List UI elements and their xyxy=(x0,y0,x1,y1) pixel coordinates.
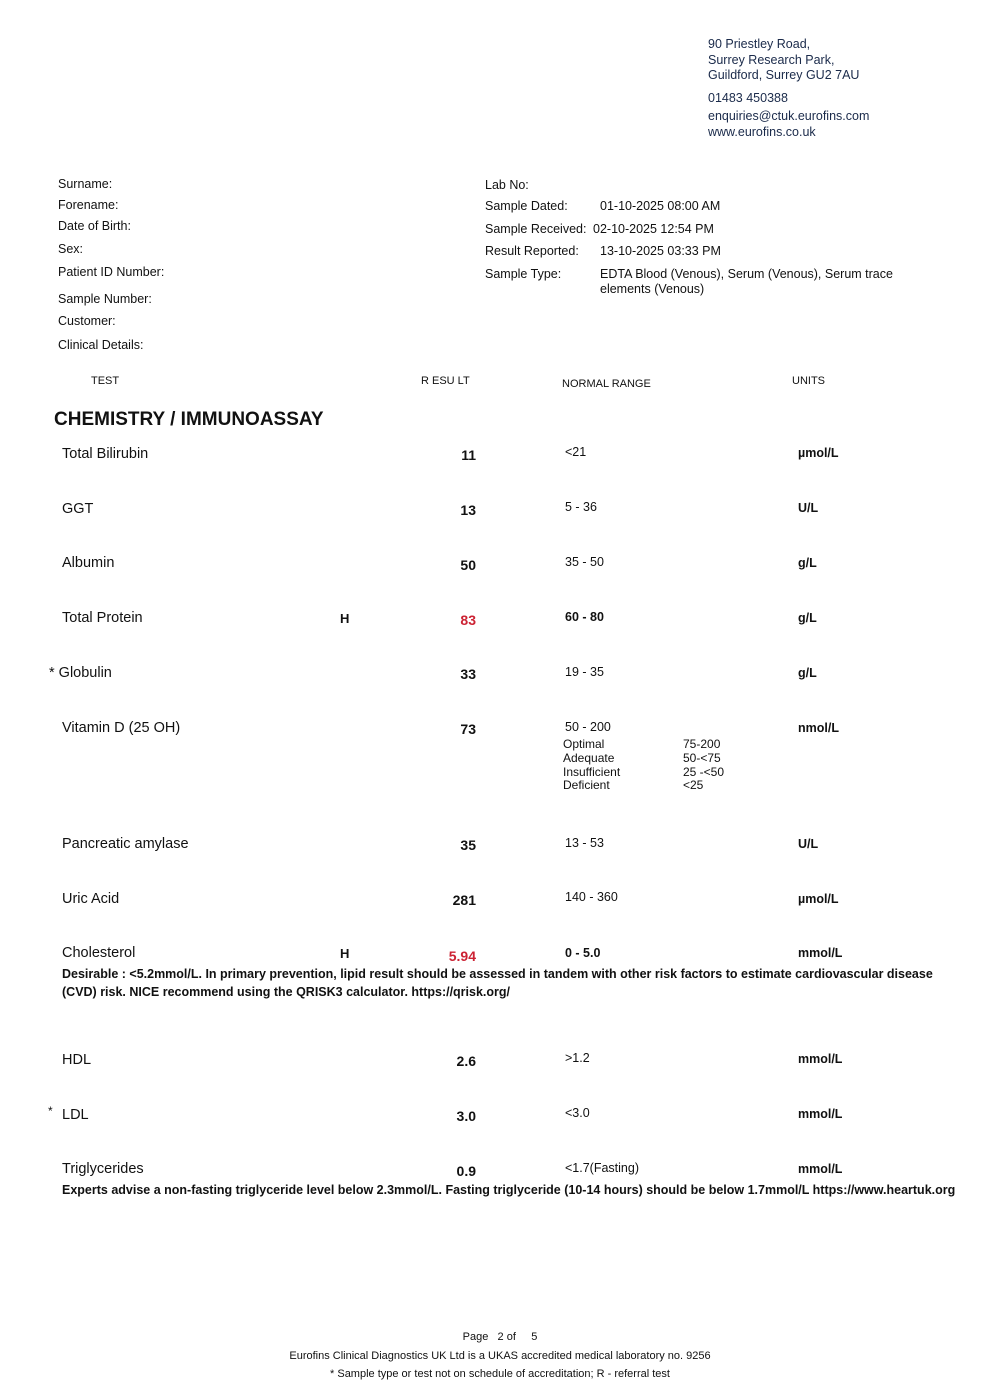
test-name: GGT xyxy=(62,501,94,517)
surname-label: Surname: xyxy=(58,177,113,191)
vitd-range-row xyxy=(563,766,724,780)
test-result: 5.94 xyxy=(448,948,476,964)
customer-label: Customer: xyxy=(58,314,116,328)
test-name: Albumin xyxy=(62,555,115,571)
vitd-range-label: Adequate xyxy=(563,750,615,765)
test-unit: U/L xyxy=(798,837,819,851)
test-name: Uric Acid xyxy=(62,891,120,907)
page-label: Page xyxy=(462,1331,489,1343)
test-result: 33 xyxy=(460,666,476,682)
test-name: HDL xyxy=(62,1052,92,1068)
sex-label: Sex: xyxy=(58,242,84,256)
col-header-units: UNITS xyxy=(792,375,825,387)
vitd-range-label: Deficient xyxy=(563,778,610,793)
test-result: 83 xyxy=(460,612,476,628)
test-range: 13 - 53 xyxy=(565,836,604,850)
sample-received-label: Sample Received: xyxy=(485,222,587,236)
col-header-range: NORMAL RANGE xyxy=(562,378,651,390)
sample-type-value: EDTA Blood (Venous), Serum (Venous), Serum trace elements (Venous) xyxy=(600,267,893,296)
test-result: 0.9 xyxy=(456,1163,476,1179)
result-reported-value: 13-10-2025 03:33 PM xyxy=(600,244,721,258)
vitd-range-value: 50-<75 xyxy=(683,750,721,765)
sample-type-label: Sample Type: xyxy=(485,267,562,281)
test-name: Total Protein xyxy=(62,610,143,626)
col-header-test: TEST xyxy=(91,375,120,387)
col-header-result: R ESU LT xyxy=(421,375,470,387)
test-result: 73 xyxy=(460,721,476,737)
test-name: Cholesterol xyxy=(62,945,136,961)
test-unit: µmol/L xyxy=(798,892,839,906)
vitd-range-row xyxy=(563,779,724,793)
vitd-range-row xyxy=(563,738,724,752)
vitd-range-value: 25 -<50 xyxy=(683,764,725,779)
test-name: Vitamin D (25 OH) xyxy=(62,720,181,736)
test-range: 19 - 35 xyxy=(565,665,604,679)
test-unit: nmol/L xyxy=(798,721,839,735)
lab-website[interactable]: www.eurofins.co.uk xyxy=(708,124,816,139)
test-result: 2.6 xyxy=(456,1053,476,1069)
test-result: 50 xyxy=(460,557,476,573)
dob-label: Date of Birth: xyxy=(58,219,131,233)
test-unit: mmol/L xyxy=(798,1052,843,1066)
test-result: 35 xyxy=(460,837,476,853)
cholesterol-note: Desirable : <5.2mmol/L. In primary prevention, lipid result should be assessed in tandem with other risk factors to estimate cardiovascular disease (CVD) risk. NICE recommend using the QRISK3 calculator. https://qrisk.org/ xyxy=(62,967,933,999)
sample-dated-value: 01-10-2025 08:00 AM xyxy=(600,199,721,213)
vitd-range-label: Optimal xyxy=(563,737,605,751)
section-title: CHEMISTRY / IMMUNOASSAY xyxy=(54,409,324,430)
address-line-2: Surrey Research Park, xyxy=(708,52,835,67)
triglycerides-note: Experts advise a non-fasting triglyceride level below 2.3mmol/L. Fasting triglyceride (10-14 hours) should be below 1.7mmol/L https://www.heartuk.org xyxy=(62,1183,956,1197)
patient-id-label: Patient ID Number: xyxy=(58,265,165,279)
test-unit: mmol/L xyxy=(798,1107,843,1121)
lab-address xyxy=(708,37,869,140)
test-range: 5 - 36 xyxy=(565,500,597,514)
address-line-1: 90 Priestley Road, xyxy=(708,37,811,51)
test-range: <3.0 xyxy=(565,1106,590,1120)
test-unit: U/L xyxy=(798,501,819,515)
test-result: 3.0 xyxy=(456,1108,476,1124)
vitd-range-value: <25 xyxy=(683,778,704,793)
test-name: Pancreatic amylase xyxy=(62,836,189,852)
accreditation-statement: Eurofins Clinical Diagnostics UK Ltd is a UKAS accredited medical laboratory no. 9256 xyxy=(289,1350,711,1362)
test-result: 13 xyxy=(460,502,476,518)
vitd-range-label: Insufficient xyxy=(563,764,621,779)
test-name: LDL xyxy=(62,1107,89,1123)
test-unit: mmol/L xyxy=(798,946,843,960)
page-number: 2 of xyxy=(497,1331,516,1343)
page-total: 5 xyxy=(531,1331,538,1343)
sample-dated-label: Sample Dated: xyxy=(485,199,568,213)
vitd-range-row xyxy=(563,752,724,766)
high-flag: H xyxy=(340,611,350,626)
test-range: <21 xyxy=(565,445,587,459)
forename-label: Forename: xyxy=(58,198,119,212)
vitamin-d-reference-table xyxy=(563,738,724,793)
test-name: Triglycerides xyxy=(62,1161,144,1177)
test-range: 60 - 80 xyxy=(565,610,604,624)
lab-email[interactable]: enquiries@ctuk.eurofins.com xyxy=(708,109,870,123)
test-unit: g/L xyxy=(798,666,817,680)
lab-no-label: Lab No: xyxy=(485,178,529,192)
test-result: 11 xyxy=(461,447,476,463)
test-unit: µmol/L xyxy=(798,446,839,460)
test-range: <1.7(Fasting) xyxy=(565,1161,639,1175)
test-unit: mmol/L xyxy=(798,1162,843,1176)
test-name: * Globulin xyxy=(49,665,112,681)
accreditation-footnote: * Sample type or test not on schedule of accreditation; R - referral test xyxy=(330,1368,670,1380)
test-result: 281 xyxy=(452,892,476,908)
test-unit: g/L xyxy=(798,556,817,570)
non-accredited-marker: * xyxy=(48,1104,53,1118)
sample-number-label: Sample Number: xyxy=(58,292,152,306)
high-flag: H xyxy=(340,946,350,961)
clinical-details-label: Clinical Details: xyxy=(58,338,144,352)
test-range: 140 - 360 xyxy=(565,890,618,904)
address-line-3: Guildford, Surrey GU2 7AU xyxy=(708,68,860,82)
page-indicator xyxy=(0,1331,1000,1343)
vitd-range-value: 75-200 xyxy=(683,737,721,751)
test-name: Total Bilirubin xyxy=(62,446,149,462)
test-range: 50 - 200 xyxy=(565,720,611,734)
lab-phone: 01483 450388 xyxy=(708,90,788,105)
test-range: 35 - 50 xyxy=(565,555,604,569)
sample-received-value: 02-10-2025 12:54 PM xyxy=(593,222,714,236)
test-unit: g/L xyxy=(798,611,817,625)
test-range: >1.2 xyxy=(565,1051,590,1065)
result-reported-label: Result Reported: xyxy=(485,244,579,258)
test-range: 0 - 5.0 xyxy=(565,946,601,960)
